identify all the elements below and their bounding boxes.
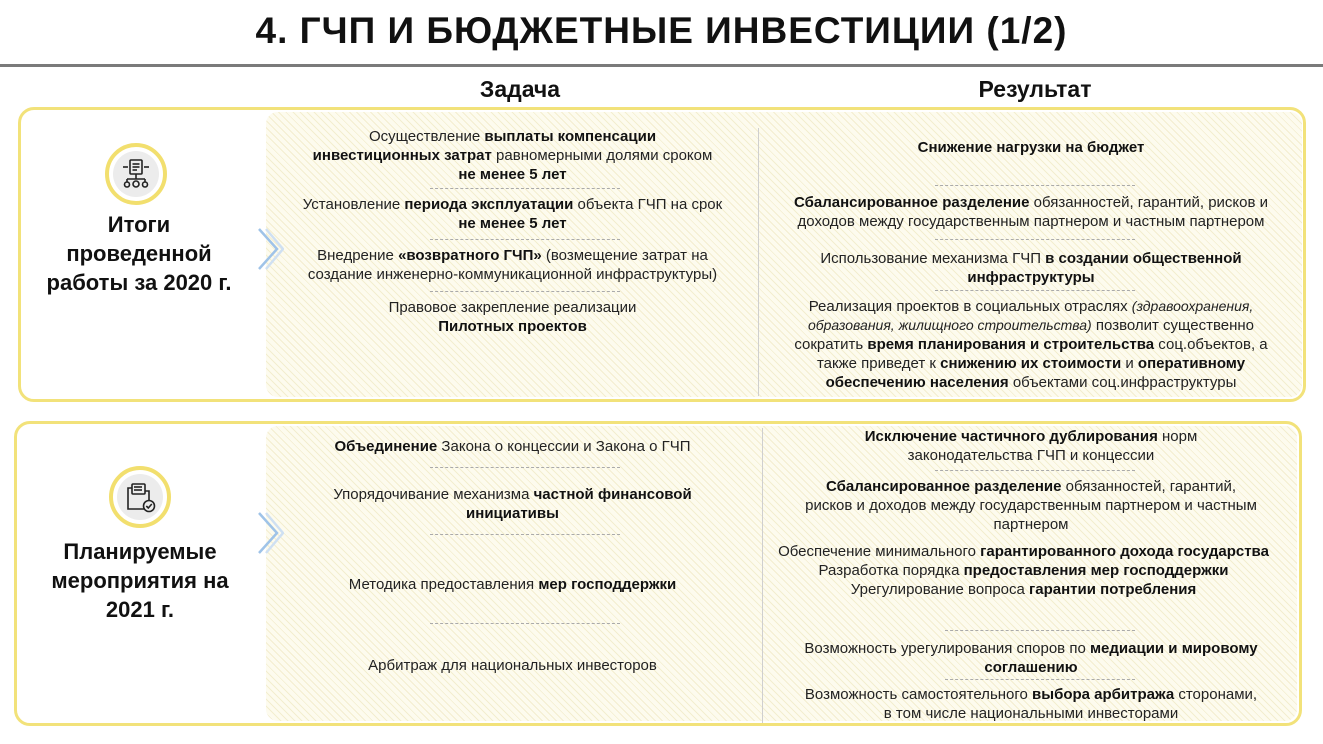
result-divider [935, 185, 1135, 186]
side-label-2020: Итоги проведенной работы за 2020 г. [46, 212, 232, 295]
task-divider [430, 239, 620, 240]
task-2021-4: Арбитраж для национальных инвесторов [368, 657, 657, 674]
result-2021-4: Возможность урегулирования споров по медиации и мировому соглашению [804, 640, 1258, 676]
result-2020-2: Сбалансированное разделение обязанностей, гарантий, рисков и доходов между государственным партнером и частным партнером [793, 194, 1269, 230]
task-2021-1: Объединение Закона о концессии и Закона о ГЧП [334, 438, 691, 455]
result-2020-1: Снижение нагрузки на бюджет [917, 139, 1145, 156]
task-2020-1: Осуществление выплаты компенсации инвестиционных затрат равномерными долями сроком не менее 5 лет [312, 128, 713, 183]
result-2020-4: Реализация проектов в социальных отраслях (здравоохранения, образования, жилищного строительства) позволит существенно сократить время планирования и строительства соц.объектов, а также приведет к снижению их стоимости и оперативному обеспечению населения объектами соц.инфраструктуры [794, 298, 1268, 391]
task-divider [430, 467, 620, 468]
task-divider [430, 623, 620, 624]
result-divider [935, 239, 1135, 240]
process-flow-icon [119, 157, 153, 191]
task-2020-4: Правовое закрепление реализации Пилотных проектов [388, 299, 637, 335]
result-divider [935, 470, 1135, 471]
task-divider [430, 534, 620, 535]
side-label-2021: Планируемые мероприятия на 2021 г. [51, 539, 229, 622]
task-2020-3: Внедрение «возвратного ГЧП» (возмещение затрат на создание инженерно-коммуникационной инфраструктуры) [307, 247, 718, 283]
badge-2020 [105, 143, 167, 205]
title-divider [0, 64, 1323, 67]
result-divider [945, 630, 1135, 631]
result-2021-5: Возможность самостоятельного выбора арбитража сторонами, в том числе национальными инвесторами [804, 686, 1258, 722]
badge-2021 [109, 466, 171, 528]
result-2021-2: Сбалансированное разделение обязанностей, гарантий, рисков и доходов между государственным партнером и частным партнером [805, 478, 1257, 533]
column-header-result: Результат [978, 76, 1092, 102]
result-2021-3: Обеспечение минимального гарантированного дохода государства Разработка порядка предоставления мер господдержки Урегулирование вопроса гарантии потребления [778, 543, 1269, 598]
task-divider [430, 291, 620, 292]
document-check-icon [123, 480, 157, 514]
task-2021-2: Упорядочивание механизма частной финансовой инициативы [333, 486, 692, 522]
panel-1-column-divider [758, 128, 759, 396]
task-divider [430, 188, 620, 189]
result-divider [945, 679, 1135, 680]
result-2020-3: Использование механизма ГЧП в создании общественной инфраструктуры [820, 250, 1242, 286]
column-header-task: Задача [479, 76, 561, 102]
result-2021-1: Исключение частичного дублирования норм законодательства ГЧП и концессии [864, 428, 1198, 464]
task-2020-2: Установление периода эксплуатации объекта ГЧП на срок не менее 5 лет [302, 196, 723, 232]
task-2021-3: Методика предоставления мер господдержки [348, 576, 677, 593]
result-divider [935, 290, 1135, 291]
page-title: 4. ГЧП И БЮДЖЕТНЫЕ ИНВЕСТИЦИИ (1/2) [255, 10, 1068, 51]
